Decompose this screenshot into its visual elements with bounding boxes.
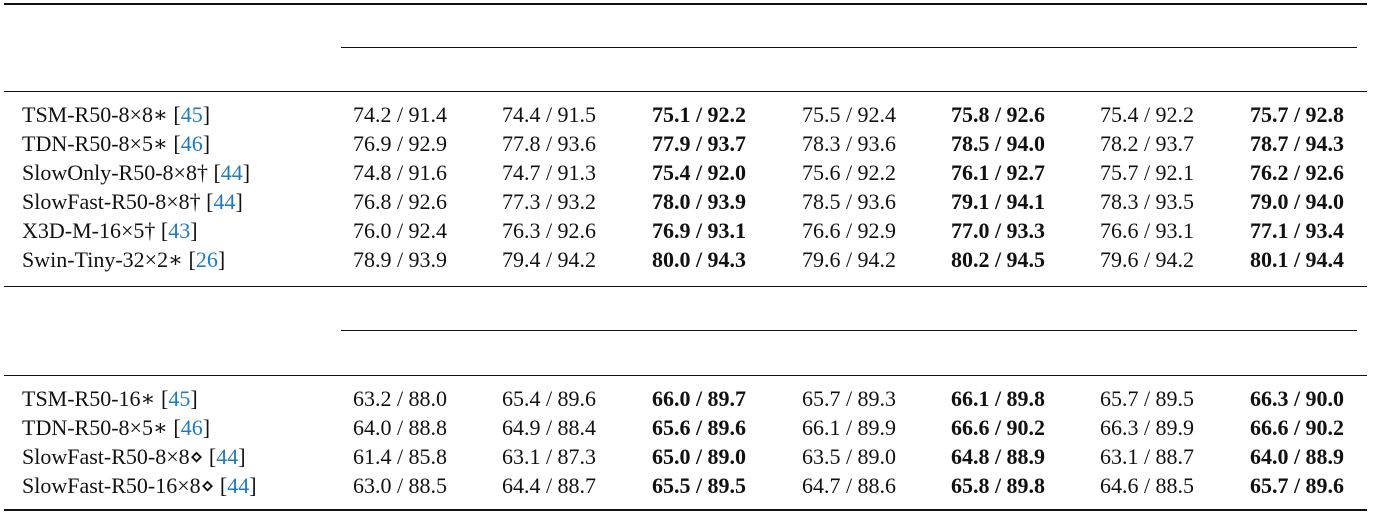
table-cell: 65.0 / 89.0 (651, 444, 747, 469)
model-name: TSM-R50-16∗ [ (22, 386, 169, 411)
table-cell: 78.3 / 93.5 (1099, 189, 1195, 214)
table-cell: 65.4 / 89.6 (501, 386, 597, 411)
table-cell: 78.0 / 93.9 (651, 189, 747, 214)
table-cell: 61.4 / 85.8 (352, 444, 448, 469)
model-name: Swin-Tiny-32×2∗ [ (22, 247, 196, 272)
citation-link[interactable]: 43 (168, 218, 191, 243)
table-cell: 66.1 / 89.9 (801, 415, 897, 440)
table-cell: 65.7 / 89.3 (801, 386, 897, 411)
table-cell: 75.7 / 92.1 (1099, 160, 1195, 185)
table-row-model (22, 131, 210, 157)
table-cell: 75.5 / 92.4 (801, 102, 897, 127)
table-cell: 79.6 / 94.2 (801, 247, 897, 272)
table-cell: 75.8 / 92.6 (950, 102, 1046, 127)
citation-link[interactable]: 44 (227, 473, 250, 498)
table-cell: 76.8 / 92.6 (352, 189, 448, 214)
table-cell: 63.1 / 88.7 (1099, 444, 1195, 469)
table-cell: 78.3 / 93.6 (801, 131, 897, 156)
citation-link[interactable]: 26 (195, 247, 218, 272)
table-cell: 64.9 / 88.4 (501, 415, 597, 440)
table-row-model (22, 189, 243, 215)
table-cell: 65.6 / 89.6 (651, 415, 747, 440)
citation-link[interactable]: 45 (168, 386, 191, 411)
table-cell: 78.7 / 94.3 (1249, 131, 1345, 156)
model-name: SlowFast-R50-8×8† [ (22, 189, 214, 214)
table-cell: 79.0 / 94.0 (1249, 189, 1345, 214)
table-row-model (22, 160, 250, 186)
table-cell: 64.6 / 88.5 (1099, 473, 1195, 498)
table-rule (4, 509, 1367, 511)
table-cell: 66.6 / 90.2 (950, 415, 1046, 440)
table-rule (4, 286, 1367, 287)
table-cell: 80.2 / 94.5 (950, 247, 1046, 272)
table-cell: 63.2 / 88.0 (352, 386, 448, 411)
table-cell: 64.7 / 88.6 (801, 473, 897, 498)
model-name: SlowFast-R50-16×8⋄ [ (22, 473, 228, 498)
table-cell: 75.4 / 92.0 (651, 160, 747, 185)
table-cell: 78.5 / 93.6 (801, 189, 897, 214)
table-cell: 76.6 / 93.1 (1099, 218, 1195, 243)
table-cell: 63.1 / 87.3 (501, 444, 597, 469)
table-cell: 79.4 / 94.2 (501, 247, 597, 272)
citation-bracket: ] (202, 102, 211, 127)
table-cell: 74.8 / 91.6 (352, 160, 448, 185)
table-cell: 64.4 / 88.7 (501, 473, 597, 498)
table-cell: 65.5 / 89.5 (651, 473, 747, 498)
table-cell: 77.3 / 93.2 (501, 189, 597, 214)
table-cell: 77.1 / 93.4 (1249, 218, 1345, 243)
table-cell: 78.2 / 93.7 (1099, 131, 1195, 156)
table-cell: 79.1 / 94.1 (950, 189, 1046, 214)
table-cell: 77.8 / 93.6 (501, 131, 597, 156)
citation-bracket: ] (242, 160, 251, 185)
table-cell: 76.1 / 92.7 (950, 160, 1046, 185)
section-subrule (341, 330, 1357, 331)
citation-bracket: ] (202, 131, 211, 156)
model-name: X3D-M-16×5† [ (22, 218, 169, 243)
table-cell: 75.7 / 92.8 (1249, 102, 1345, 127)
citation-bracket: ] (190, 386, 198, 411)
citation-bracket: ] (202, 415, 211, 440)
table-row-model (22, 473, 257, 499)
table-row-model (22, 102, 210, 128)
table-cell: 65.7 / 89.5 (1099, 386, 1195, 411)
citation-bracket: ] (238, 444, 246, 469)
table-rule (4, 375, 1367, 376)
model-name: TDN-R50-8×5∗ [ (22, 415, 181, 440)
model-name: TDN-R50-8×5∗ [ (22, 131, 181, 156)
table-cell: 66.1 / 89.8 (950, 386, 1046, 411)
table-cell: 64.0 / 88.8 (352, 415, 448, 440)
table-cell: 75.1 / 92.2 (651, 102, 747, 127)
table-cell: 76.9 / 92.9 (352, 131, 448, 156)
model-name: SlowOnly-R50-8×8† [ (22, 160, 221, 185)
table-row-model (22, 218, 198, 244)
table-cell: 64.8 / 88.9 (950, 444, 1046, 469)
table-row-model (22, 386, 198, 412)
table-cell: 64.0 / 88.9 (1249, 444, 1345, 469)
citation-link[interactable]: 44 (220, 160, 243, 185)
table-cell: 76.0 / 92.4 (352, 218, 448, 243)
table-cell: 76.9 / 93.1 (651, 218, 747, 243)
citation-bracket: ] (249, 473, 257, 498)
table-cell: 63.5 / 89.0 (801, 444, 897, 469)
table-cell: 74.4 / 91.5 (501, 102, 597, 127)
table-cell: 80.0 / 94.3 (651, 247, 747, 272)
table-cell: 63.0 / 88.5 (352, 473, 448, 498)
citation-link[interactable]: 44 (213, 189, 236, 214)
table-cell: 76.2 / 92.6 (1249, 160, 1345, 185)
table-rule (4, 3, 1367, 5)
table-rule (4, 91, 1367, 92)
table-cell: 76.3 / 92.6 (501, 218, 597, 243)
table-cell: 74.2 / 91.4 (352, 102, 448, 127)
table-cell: 66.0 / 89.7 (651, 386, 747, 411)
table-cell: 77.9 / 93.7 (651, 131, 747, 156)
table-cell: 74.7 / 91.3 (501, 160, 597, 185)
citation-link[interactable]: 46 (180, 131, 203, 156)
model-name: TSM-R50-8×8∗ [ (22, 102, 181, 127)
table-cell: 65.8 / 89.8 (950, 473, 1046, 498)
table-cell: 79.6 / 94.2 (1099, 247, 1195, 272)
table-row-model (22, 415, 210, 441)
table-cell: 76.6 / 92.9 (801, 218, 897, 243)
table-cell: 66.6 / 90.2 (1249, 415, 1345, 440)
citation-link[interactable]: 46 (180, 415, 203, 440)
citation-bracket: ] (190, 218, 198, 243)
table-cell: 75.4 / 92.2 (1099, 102, 1195, 127)
table-cell: 78.5 / 94.0 (950, 131, 1046, 156)
table-cell: 75.6 / 92.2 (801, 160, 897, 185)
table-cell: 78.9 / 93.9 (352, 247, 448, 272)
citation-link[interactable]: 44 (216, 444, 239, 469)
table-cell: 65.7 / 89.6 (1249, 473, 1345, 498)
model-name: SlowFast-R50-8×8⋄ [ (22, 444, 217, 469)
citation-bracket: ] (217, 247, 226, 272)
citation-link[interactable]: 45 (180, 102, 203, 127)
table-cell: 77.0 / 93.3 (950, 218, 1046, 243)
table-cell: 66.3 / 89.9 (1099, 415, 1195, 440)
citation-bracket: ] (235, 189, 243, 214)
table-cell: 66.3 / 90.0 (1249, 386, 1345, 411)
section-subrule (341, 47, 1357, 48)
table-row-model (22, 444, 246, 470)
table-row-model (22, 247, 225, 273)
table-cell: 80.1 / 94.4 (1249, 247, 1345, 272)
